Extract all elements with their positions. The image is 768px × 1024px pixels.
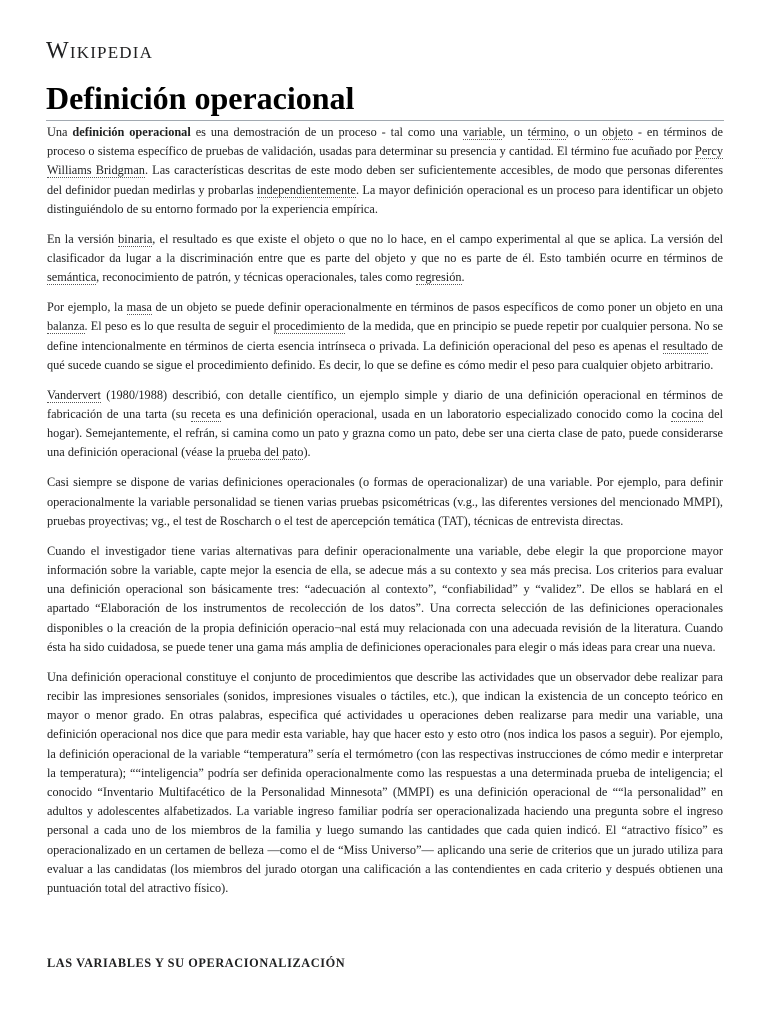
paragraph-text: , el resultado es que existe el objeto o que no lo hace, en el campo experimental al que se aplica. La versión del clasificador da lugar a la discriminación entre que es parte del objeto y que no es parte de él. Esto también ocurre en términos de: [47, 231, 723, 266]
article-body: [47, 123, 723, 909]
paragraph-text: , un: [502, 125, 528, 139]
paragraph-text: es una demostración de un proceso - tal como una: [190, 125, 463, 139]
article-link[interactable]: receta: [191, 407, 221, 422]
article-link[interactable]: balanza: [47, 319, 85, 334]
paragraph-text: (1980/1988) describió, con detalle científico, un ejemplo simple y diario de una definición operacional en términos de fabricación de una tarta (su: [47, 387, 723, 422]
paragraph-text: En la versión: [47, 231, 119, 246]
article-link[interactable]: masa: [126, 300, 152, 315]
article-link[interactable]: término: [527, 125, 566, 139]
article-link[interactable]: independientemente: [256, 182, 356, 197]
paragraph-text: Una: [47, 125, 73, 139]
bold-term: definición operacional: [72, 125, 191, 139]
paragraph-text: de un objeto se puede definir operacionalmente en términos de pasos específicos de como poner un objeto en una: [151, 300, 723, 315]
paragraph-text: .: [461, 270, 465, 285]
paragraph-text: . El peso es lo que resulta de seguir el: [84, 319, 274, 334]
paragraph: [47, 473, 723, 531]
article-link[interactable]: variable: [462, 125, 503, 139]
paragraph-text: - en términos de proceso o sistema específico de pruebas de validación, usadas para determinar su presencia y cantidad. El término fue acuñado por: [47, 125, 724, 159]
article-link[interactable]: Vandervert: [47, 387, 101, 402]
article-link[interactable]: prueba del pato: [227, 445, 304, 460]
article-link[interactable]: objeto: [602, 125, 633, 139]
paragraph-text: es una definición operacional, usada en un laboratorio especializado conocido como la: [220, 407, 672, 422]
paragraph-text: del hogar). Semejantemente, el refrán, si camina como un pato y grazna como un pato, debe ser una cierta clase de pato, puede considerarse una definición operacional (véase la: [47, 407, 723, 460]
wikipedia-logo[interactable]: Wikipedia: [46, 38, 154, 64]
article-link[interactable]: cocina: [671, 407, 704, 422]
paragraph: [47, 668, 723, 898]
paragraph: [47, 542, 723, 657]
paragraph-text: de la medida, que en principio se puede repetir por cualquier persona. No se define intencionalmente en términos de cierta esencia intrínseca o privada. La definición operacional del peso es apenas el: [47, 319, 723, 353]
paragraph: [47, 298, 723, 375]
article-link[interactable]: procedimiento: [273, 319, 345, 334]
paragraph: [47, 386, 723, 463]
section-heading: LAS VARIABLES Y SU OPERACIONALIZACIÓN: [47, 956, 346, 970]
paragraph-text: Cuando el investigador tiene varias alternativas para definir operacionalmente una variable, debe elegir la que proporcione mayor información sobre la variable, capte mejor la esencia de ella, se adecue más a su contexto y sea más precisa. Los criterios para evaluar una definición operacional son básicamente tres: “adecuación al contexto”, “confiabilidad” y “validez”. De ellos se hablará en el apartado “Elaboración de los instrumentos de recolección de los datos”. Una correcta selección de las definiciones operacionales disponibles o la creación de la propia definición operacio¬nal está muy relacionada con una adecuada revisión de la literatura. Cuando ésta ha sido cuidadosa, se puede tener una gama más amplia de definiciones operacionales para elegir o más ideas para crear una nueva.: [47, 543, 723, 654]
paragraph-text: . La mayor definición operacional es un proceso para identificar un objeto distinguiéndolo de su entorno formado por la experiencia empírica.: [47, 182, 724, 216]
paragraph-text: de qué sucede cuando se sigue el procedimiento definido. Es decir, lo que se define es cómo medir el peso para cualquier objeto arbitrario.: [47, 338, 723, 372]
paragraph-text: , o un: [565, 125, 603, 139]
paragraph-text: Por ejemplo, la: [47, 300, 127, 315]
paragraph: [47, 230, 723, 288]
paragraph: [47, 123, 723, 219]
article-link[interactable]: binaria: [118, 231, 153, 246]
paragraph-text: Una definición operacional constituye el conjunto de procedimientos que describe las actividades que un observador debe realizar para recibir las impresiones sensoriales (sonidos, impresiones visuales o táctiles, etc.), que indican la existencia de un concepto teórico en mayor o menor grado. En otras palabras, especifica qué actividades u operaciones deben realizarse para medir una variable, una definición operacional nos dice que para medir esta variable, hay que hacer esto y esto otro (nos indica los pasos a seguir). Por ejemplo, la definición operacional de la variable “temperatura” sería el termómetro (con las respectivas instrucciones de cómo medir e interpretar la temperatura); ““inteligencia” podría ser definida operacionalmente como las respuestas a una determinada prueba de inteligencia; el conocido “Inventario Multifacético de la Personalidad Minnesota” (MMPI) es una definición operacional de ““la personalidad” en adultos y adolescentes alfabetizados. La variable ingreso familiar podría ser operacionalizada haciendo una pregunta sobre el ingreso personal a cada uno de los miembros de la familia y luego sumando las cantidades que cada quien indicó. El “atractivo físico” es operacionalizado en un certamen de belleza —como el de “Miss Universo”— aplicando una serie de criterios que un jurado utiliza para evaluar a las candidatas (los miembros del jurado otorgan una calificación a las contendientes en cada criterio y después obtienen una puntuación total del atractivo físico).: [47, 669, 723, 896]
article-link[interactable]: regresión: [415, 270, 462, 285]
article-link[interactable]: Percy Williams Bridgman: [47, 144, 723, 178]
paragraph-text: Casi siempre se dispone de varias definiciones operacionales (o formas de operacionalizar) de una variable. Por ejemplo, para definir operacionalmente la variable personalidad se tienen varias pruebas psicométricas (v.g., las diferentes versiones del mencionado MMPI), pruebas proyectivas; vg., el test de Roscharch o el test de apercepción temática (TAT), técnicas de entrevista directas.: [47, 475, 723, 528]
paragraph-text: ).: [303, 445, 311, 460]
article-link[interactable]: semántica: [47, 270, 97, 285]
page-title: Definición operacional: [46, 80, 724, 121]
paragraph-text: . Las características descritas de este modo deben ser suficientemente accesibles, de modo que personas diferentes del definidor puedan medirlas y probarlas: [47, 163, 723, 197]
paragraph-text: , reconocimiento de patrón, y técnicas operacionales, tales como: [96, 270, 416, 285]
article-link[interactable]: resultado: [662, 338, 708, 353]
